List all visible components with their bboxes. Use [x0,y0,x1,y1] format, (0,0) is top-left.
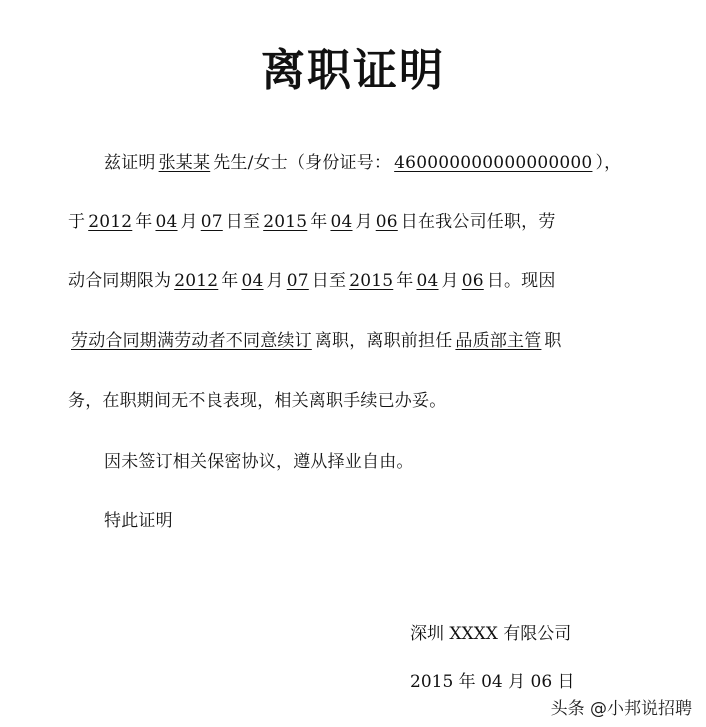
contract-end-month: 04 [416,271,439,291]
text: 动合同期限为 [68,271,172,291]
text: 日。现因 [486,271,556,291]
text: 年 [310,212,328,232]
text: 年 [135,212,153,232]
employment-end-day: 06 [375,212,398,232]
text: 月 [180,212,198,232]
text: 职 [544,331,562,351]
body-line-5: 务，在职期间无不良表现，相关离职手续已办妥。 [68,391,447,411]
company-name: 深圳 XXXX 有限公司 [410,624,572,644]
text: 离职，离职前担任 [314,331,453,351]
employment-start-day: 07 [200,212,223,232]
employment-end-year: 2015 [263,212,308,232]
contract-end-day: 06 [461,271,484,291]
text: 月 [441,271,459,291]
text: 年 [396,271,414,291]
contract-start-day: 07 [286,271,309,291]
employment-start-year: 2012 [88,212,133,232]
text: 年 [221,271,239,291]
contract-start-month: 04 [241,271,264,291]
body-line-1 [104,150,684,176]
text: 日至 [225,212,261,232]
employee-name: 张某某 [158,153,211,173]
body-line-2 [68,209,648,235]
leave-reason: 劳动合同期满劳动者不同意续订 [71,331,312,351]
body-line-3 [68,268,648,294]
text: 月 [266,271,284,291]
text: ）， [595,153,622,173]
text: 兹证明 [104,153,156,173]
contract-start-year: 2012 [174,271,219,291]
job-position: 品质部主管 [455,331,542,351]
text: 日至 [311,271,347,291]
text: 于 [68,212,86,232]
watermark: 头条 @小邦说招聘 [550,699,692,719]
closing-line: 特此证明 [104,511,173,531]
issue-date: 2015 年 04 月 06 日 [410,672,575,692]
contract-end-year: 2015 [349,271,394,291]
body-line-4 [68,328,648,354]
id-number: 460000000000000000 [394,153,593,173]
employment-end-month: 04 [330,212,353,232]
text: 日在我公司任职，劳 [400,212,556,232]
text: 月 [355,212,373,232]
text: 先生/女士（身份证号： [213,153,392,173]
page-title: 离职证明 [261,45,445,96]
body-line-6: 因未签订相关保密协议，遵从择业自由。 [104,452,414,472]
employment-start-month: 04 [155,212,178,232]
